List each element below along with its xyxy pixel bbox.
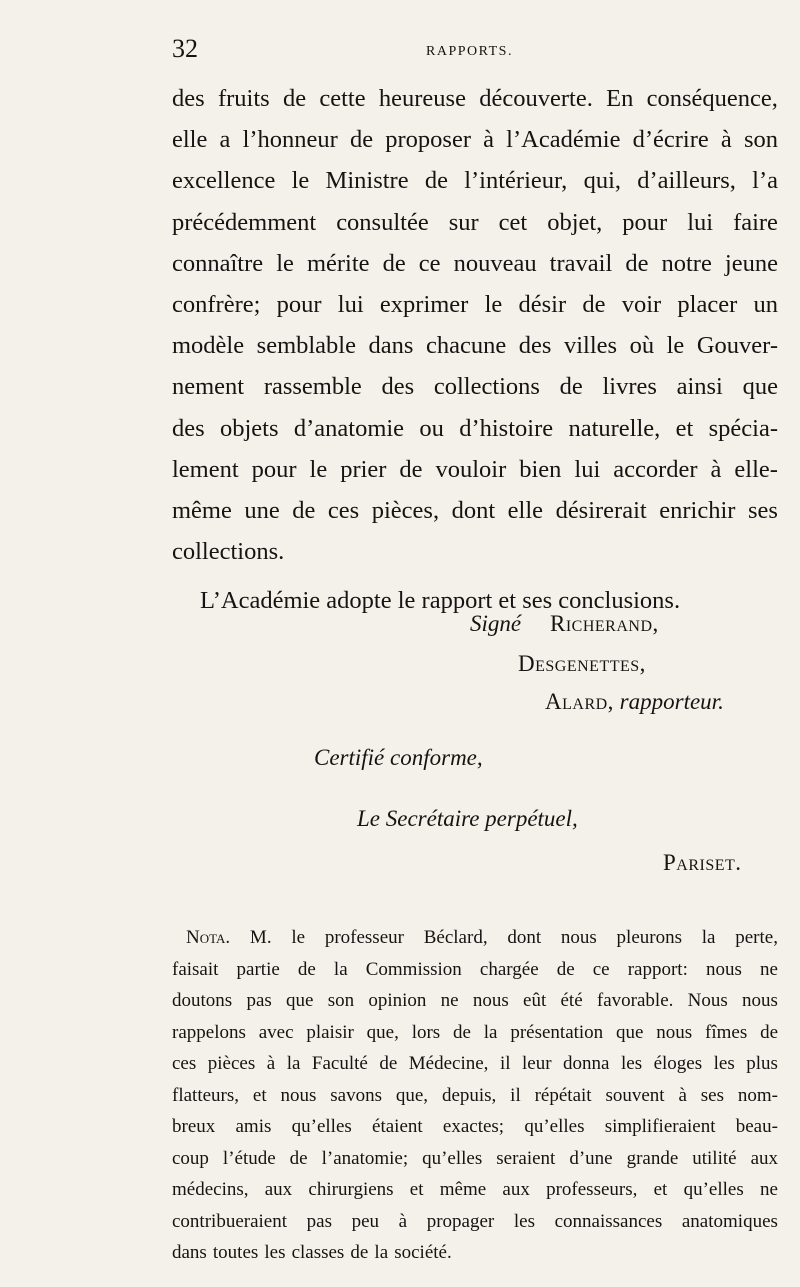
- word: lui: [337, 290, 364, 318]
- word: consultée: [336, 208, 429, 236]
- word: à: [266, 1053, 276, 1074]
- word: de: [760, 1021, 778, 1043]
- word: connaissances: [554, 1210, 663, 1232]
- word: pièces: [207, 1053, 256, 1074]
- word: grande: [626, 1147, 679, 1169]
- word: connaître: [172, 249, 264, 277]
- word: le: [291, 927, 306, 948]
- word: exprimer: [379, 290, 469, 318]
- word: excellence: [172, 167, 276, 195]
- word: chargée: [479, 958, 539, 980]
- word: professeurs,: [546, 1179, 638, 1200]
- word: jeune: [724, 249, 778, 277]
- word: découverte.: [479, 85, 593, 112]
- word: éloges: [653, 1053, 703, 1074]
- word: à: [398, 1210, 408, 1232]
- word: nous: [742, 990, 778, 1011]
- word: étaient: [372, 1116, 423, 1137]
- word: que,: [366, 1021, 399, 1043]
- word: d’une: [569, 1147, 613, 1169]
- word: nous: [472, 990, 509, 1011]
- word: les: [264, 1242, 286, 1263]
- word: de: [289, 1147, 308, 1169]
- word: villes: [563, 332, 618, 360]
- word: cette: [319, 85, 366, 112]
- word: nouveau: [453, 249, 537, 277]
- word: lors: [411, 1021, 441, 1043]
- word: utilité: [692, 1147, 737, 1169]
- note-line: [172, 1048, 778, 1080]
- running-head: [172, 34, 788, 64]
- word: depuis,: [441, 1084, 497, 1106]
- word: à: [720, 126, 732, 154]
- word: l’Académie: [506, 126, 621, 154]
- word: que: [286, 990, 314, 1011]
- word: Médecine,: [408, 1053, 489, 1074]
- note-line: [172, 1143, 778, 1175]
- word: accorder: [613, 455, 698, 483]
- word: qui,: [583, 167, 621, 195]
- word: ne: [440, 990, 459, 1011]
- word: perte,: [735, 927, 778, 948]
- signatory-richerand: Richerand,: [550, 611, 659, 636]
- word: des: [172, 414, 205, 442]
- word: pour: [276, 290, 322, 318]
- text-line: [172, 531, 778, 572]
- word: partie: [236, 958, 280, 980]
- word: vouloir: [435, 455, 507, 483]
- note-line: [172, 985, 778, 1017]
- word: des: [172, 85, 205, 112]
- word: objets: [220, 414, 279, 442]
- word: dans: [368, 332, 414, 360]
- word: breux: [172, 1116, 216, 1137]
- word: Béclard,: [423, 927, 488, 948]
- word: la: [286, 1053, 301, 1074]
- word: des: [518, 332, 552, 360]
- word: qu’elles: [683, 1179, 744, 1200]
- word: anatomiques: [681, 1210, 778, 1232]
- word: collections.: [172, 538, 285, 566]
- word: heureuse: [378, 85, 466, 112]
- note-line: [172, 954, 778, 986]
- word: de: [556, 958, 575, 980]
- word: prier: [340, 455, 387, 483]
- signatory-pariset: Pariset.: [663, 850, 742, 875]
- word: doutons: [172, 990, 233, 1011]
- word: pièces,: [371, 496, 440, 524]
- word: que,: [395, 1084, 429, 1106]
- word: lui: [574, 455, 601, 483]
- word: précédemment: [172, 208, 317, 236]
- page-number: 32: [172, 34, 198, 63]
- word: nous: [560, 927, 597, 948]
- note-line: [172, 1080, 778, 1112]
- word: faire: [733, 208, 778, 236]
- word: désir: [518, 290, 567, 318]
- note-line: [172, 922, 778, 954]
- word: notre: [661, 249, 712, 277]
- word: rassemble: [263, 373, 362, 401]
- word: pleurons: [616, 927, 682, 948]
- word: d’anatomie: [293, 414, 405, 442]
- word: cet: [498, 208, 528, 236]
- word: avec: [258, 1021, 294, 1043]
- text-line: [172, 325, 778, 366]
- word: de: [382, 249, 406, 277]
- word: une: [244, 496, 280, 524]
- text-line: [172, 119, 778, 160]
- word: ainsi: [676, 373, 723, 401]
- word: le: [309, 455, 328, 483]
- word: mérite: [306, 249, 370, 277]
- adoption-text: L’Académie adopte le rapport et ses conclusions.: [200, 587, 681, 615]
- word: spécia-: [708, 414, 778, 442]
- word: toutes: [212, 1242, 259, 1263]
- word: flatteurs,: [172, 1084, 240, 1106]
- word: ce: [418, 249, 441, 277]
- word: l’étude: [222, 1147, 276, 1169]
- word: de: [399, 455, 423, 483]
- word: Nous: [687, 990, 728, 1011]
- word: été: [560, 990, 583, 1011]
- word: Ministre: [325, 167, 409, 195]
- signatory-alard: Alard, rapporteur.: [545, 689, 724, 714]
- word: qu’elles: [422, 1147, 483, 1169]
- word: pour: [251, 455, 297, 483]
- word: société.: [394, 1242, 452, 1263]
- word: d’écrire: [632, 126, 709, 154]
- word: sur: [448, 208, 479, 236]
- text-line: [172, 490, 778, 531]
- word: des: [381, 373, 415, 401]
- word: aux: [264, 1179, 293, 1200]
- word: l’anatomie;: [321, 1147, 409, 1169]
- word: ces: [327, 496, 360, 524]
- word: modèle: [172, 332, 245, 360]
- word: beau-: [735, 1116, 778, 1137]
- word: semblable: [256, 332, 356, 360]
- word: de: [350, 1242, 369, 1263]
- word: nous: [280, 1084, 317, 1106]
- word: leur: [522, 1053, 552, 1074]
- word: plaisir: [306, 1021, 354, 1043]
- word: M.: [249, 927, 272, 948]
- word: de: [582, 290, 606, 318]
- word: favorable.: [596, 990, 674, 1011]
- word: aux: [750, 1147, 778, 1169]
- word: à: [710, 455, 722, 483]
- word: répétait: [534, 1084, 592, 1106]
- word: aux: [502, 1179, 530, 1200]
- word: fruits: [217, 85, 270, 112]
- word: et: [653, 1179, 668, 1200]
- text-line: [172, 202, 778, 243]
- word: le: [666, 332, 685, 360]
- word: les: [513, 1210, 535, 1232]
- word: souvent: [605, 1084, 665, 1106]
- word: elle-: [734, 455, 778, 483]
- word: chirurgiens: [308, 1179, 394, 1200]
- word: elle: [507, 496, 544, 524]
- word: faisait: [172, 958, 219, 980]
- word: voir: [621, 290, 662, 318]
- word: le: [484, 290, 503, 318]
- word: ne: [759, 958, 778, 980]
- word: que: [616, 1021, 644, 1043]
- word: l’honneur: [242, 126, 338, 154]
- word: Gouver-: [696, 332, 778, 360]
- word: pas: [306, 1210, 332, 1232]
- word: fîmes: [705, 1021, 748, 1043]
- word: même: [172, 496, 232, 524]
- word: elle: [172, 126, 208, 154]
- word: objet,: [547, 208, 603, 236]
- secretary-line: Le Secrétaire perpétuel,: [357, 806, 578, 831]
- word: de: [297, 958, 316, 980]
- note-line: [172, 1017, 778, 1049]
- word: ne: [759, 1179, 778, 1200]
- signe-label: Signé: [470, 611, 522, 636]
- footnote: [172, 922, 778, 1269]
- word: savons: [330, 1084, 382, 1106]
- word: donna: [563, 1053, 610, 1074]
- word: et: [409, 1179, 424, 1200]
- word: coup: [172, 1147, 209, 1169]
- word: simplifieraient: [604, 1116, 716, 1137]
- word: la: [333, 958, 348, 980]
- word: la: [701, 927, 716, 948]
- word: la: [374, 1242, 389, 1263]
- rapporteur-label: rapporteur.: [619, 689, 724, 714]
- word: classes: [291, 1242, 345, 1263]
- word: confrère;: [172, 290, 261, 318]
- word: à: [483, 126, 495, 154]
- word: il: [499, 1053, 511, 1074]
- word: collections: [433, 373, 540, 401]
- word: même: [439, 1179, 487, 1200]
- word: rapport:: [627, 958, 688, 980]
- word: Faculté: [311, 1053, 368, 1074]
- word: dans: [172, 1242, 207, 1263]
- note-line: [172, 1206, 778, 1238]
- word: dont: [451, 496, 496, 524]
- word: ses: [747, 496, 778, 524]
- text-line: [172, 366, 778, 407]
- text-line: [172, 284, 778, 325]
- word: pas: [246, 990, 272, 1011]
- word: de: [282, 85, 307, 112]
- word: nous: [656, 1021, 693, 1043]
- word: eût: [523, 990, 547, 1011]
- word: travail: [549, 249, 613, 277]
- word: nom-: [737, 1084, 778, 1106]
- word: de: [349, 126, 374, 154]
- word: de: [453, 1021, 471, 1043]
- word: d’histoire: [459, 414, 554, 442]
- word: les: [620, 1053, 643, 1074]
- certification-line: Certifié conforme,: [314, 745, 483, 770]
- text-line: [172, 243, 778, 284]
- word: Commission: [365, 958, 462, 980]
- word: désirerait: [555, 496, 647, 524]
- word: seraient: [496, 1147, 556, 1169]
- word: enrichir: [659, 496, 736, 524]
- word: dont: [507, 927, 542, 948]
- word: amis: [235, 1116, 272, 1137]
- word: et: [252, 1084, 267, 1106]
- word: présentation: [510, 1021, 604, 1043]
- word: plus: [746, 1053, 778, 1074]
- word: lement: [172, 455, 239, 483]
- word: proposer: [385, 126, 471, 154]
- word: propager: [426, 1210, 495, 1232]
- word: de: [424, 167, 448, 195]
- footnote-text: [172, 922, 778, 1269]
- word: à: [678, 1084, 687, 1106]
- note-line: [172, 1237, 778, 1269]
- word: ou: [419, 414, 444, 442]
- word: qu’elles: [291, 1116, 352, 1137]
- word: un: [753, 290, 778, 318]
- word: naturelle,: [568, 414, 661, 442]
- note-line: [172, 1111, 778, 1143]
- word: d’ailleurs,: [637, 167, 736, 195]
- word: livres: [602, 373, 657, 401]
- text-line: [172, 449, 778, 490]
- word: il: [510, 1084, 521, 1106]
- word: qu’elles: [524, 1116, 585, 1137]
- word: ce: [592, 958, 610, 980]
- word: chacune: [425, 332, 507, 360]
- word: nement: [172, 373, 245, 401]
- text-line: [172, 408, 778, 449]
- word: contribueraient: [172, 1210, 288, 1232]
- word: de: [625, 249, 649, 277]
- word: l’a: [752, 167, 778, 195]
- report-body: [172, 78, 778, 621]
- word: la: [483, 1021, 498, 1043]
- word: de: [559, 373, 583, 401]
- word: bien: [519, 455, 562, 483]
- word: où: [629, 332, 655, 360]
- word: peu: [351, 1210, 380, 1232]
- word: le: [276, 249, 294, 277]
- word: nous: [705, 958, 742, 980]
- word: ses: [700, 1084, 724, 1106]
- text-line: [172, 160, 778, 201]
- word: lui: [687, 208, 714, 236]
- word: de: [379, 1053, 398, 1074]
- word: ces: [172, 1053, 197, 1074]
- word: que: [742, 373, 778, 401]
- word: son: [743, 126, 778, 154]
- word: placer: [677, 290, 738, 318]
- running-title: RAPPORTS.: [426, 44, 513, 59]
- word: exactes;: [442, 1116, 505, 1137]
- note-line: [172, 1174, 778, 1206]
- word: et: [675, 414, 694, 442]
- word: l’intérieur,: [464, 167, 568, 195]
- word: professeur: [324, 927, 404, 948]
- word: de: [292, 496, 316, 524]
- word: le: [291, 167, 310, 195]
- report-paragraph: [172, 78, 778, 572]
- word: les: [713, 1053, 735, 1074]
- word: son: [327, 990, 355, 1011]
- word: conséquence,: [646, 85, 778, 112]
- word: médecins,: [172, 1179, 249, 1200]
- word: pour: [622, 208, 668, 236]
- word: a: [219, 126, 231, 154]
- signatory-desgenettes: Desgenettes,: [518, 651, 646, 676]
- word: rappelons: [172, 1021, 246, 1043]
- word: opinion: [368, 990, 427, 1011]
- text-line: [172, 78, 778, 119]
- word: En: [606, 85, 634, 112]
- note-label: Nota.: [186, 927, 231, 948]
